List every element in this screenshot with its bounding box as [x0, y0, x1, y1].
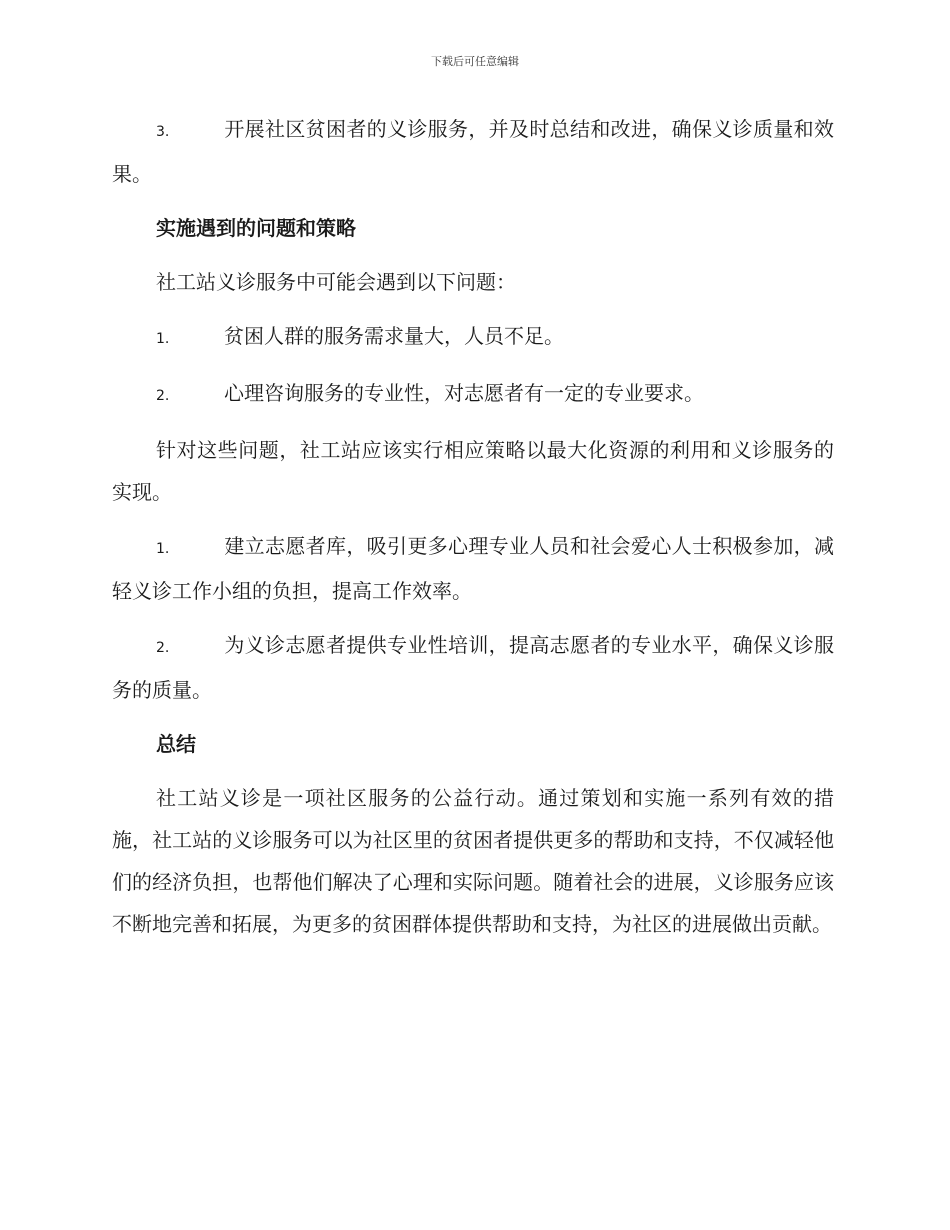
list-item-text: 为义诊志愿者提供专业性培训，提高志愿者的专业水平，确保义诊服务的质量。 — [112, 633, 834, 702]
list-item — [112, 525, 834, 612]
list-item — [112, 624, 834, 711]
list-number: 1. — [156, 541, 170, 557]
section-heading: 总结 — [156, 732, 196, 756]
section-heading: 实施遇到的问题和策略 — [156, 216, 356, 240]
list-item — [112, 108, 834, 195]
page-header: 下载后可任意编辑 — [431, 55, 519, 68]
list-item-text: 贫困人群的服务需求量大，人员不足。 — [224, 324, 564, 348]
paragraph: 针对这些问题，社工站应该实行相应策略以最大化资源的利用和义诊服务的实现。 — [112, 438, 834, 504]
list-number: 2. — [156, 388, 170, 404]
paragraph: 社工站义诊服务中可能会遇到以下问题： — [156, 270, 516, 294]
list-number: 2. — [156, 640, 170, 656]
list-item — [112, 315, 834, 360]
list-item-text: 建立志愿者库，吸引更多心理专业人员和社会爱心人士积极参加，减轻义诊工作小组的负担，提高工作效率。 — [112, 534, 834, 603]
paragraph: 社工站义诊是一项社区服务的公益行动。通过策划和实施一系列有效的措施，社工站的义诊服务可以为社区里的贫困者提供更多的帮助和支持，不仅减轻他们的经济负担，也帮他们解决了心理和实际问题。随着社会的进展，义诊服务应该不断地完善和拓展，为更多的贫困群体提供帮助和支持，为社区的进展做出贡献。 — [112, 786, 834, 936]
list-item-text: 开展社区贫困者的义诊服务，并及时总结和改进，确保义诊质量和效果。 — [112, 117, 834, 186]
list-number: 3. — [156, 124, 170, 140]
list-item — [112, 372, 834, 417]
list-number: 1. — [156, 331, 170, 347]
list-item-text: 心理咨询服务的专业性，对志愿者有一定的专业要求。 — [224, 381, 704, 405]
document-body — [112, 108, 834, 957]
